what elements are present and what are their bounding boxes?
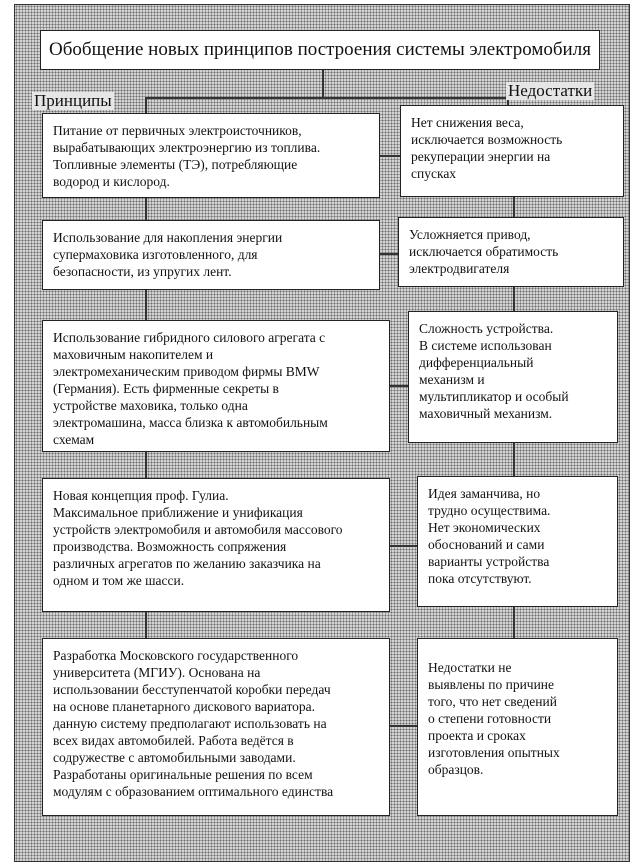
drawback-box-4: Идея заманчива, но трудно осуществима. Нет экономических обоснований и сами варианты устройства пока отсутствуют. [417, 476, 618, 607]
drawback-connector [513, 607, 515, 638]
drawback-connector [513, 197, 515, 217]
diagram-title: Обобщение новых принципов построения системы электромобиля [40, 30, 600, 70]
row-link-5 [390, 725, 417, 727]
row-link-3 [390, 385, 408, 387]
drawbacks-header: Недостатки [508, 81, 593, 100]
drawback-connector [513, 287, 515, 311]
principle-connector [145, 612, 147, 638]
drawback-connector [513, 443, 515, 476]
row-link-2 [380, 253, 398, 255]
principle-connector [145, 452, 147, 478]
row-link-1 [380, 155, 400, 157]
principles-header: Принципы [34, 91, 112, 110]
principle-connector [145, 290, 147, 320]
drawback-box-3: Сложность устройства. В системе использован дифференциальный механизм и мультипликатор и особый маховичный механизм. [408, 311, 618, 443]
principle-connector [145, 198, 147, 220]
principle-box-4: Новая концепция проф. Гулиа. Максимальное приближение и унификация устройств электромобиля и автомобиля массового производства. Возможность сопряжения различных агрегатов по желанию заказчика на одном и том же шасси. [42, 478, 390, 612]
principle-box-5: Разработка Московского государственного университета (МГИУ). Основана на использовании бесступенчатой коробки передач на основе планетарного дискового вариатора. данную систему предполагают использовать на всех видах автомобилей. Работа ведётся в содружестве с автомобильными заводами. Разработаны оригинальные решения по всем модулям с образованием оптимального единства [42, 638, 390, 816]
principle-box-1: Питание от первичных электроисточников, вырабатывающих электроэнергию из топлива. Топливные элементы (ТЭ), потребляющие водород и кислород. [42, 113, 380, 198]
drawback-box-2: Усложняется привод, исключается обратимость электродвигателя [398, 217, 624, 287]
row-link-4 [390, 545, 417, 547]
principle-box-3: Использование гибридного силового агрегата с маховичным накопителем и электромеханическим приводом фирмы BMW (Германия). Есть фирменные секреты в устройстве маховика, только одна электромашина, масса близка к автомобильным схемам [42, 320, 390, 452]
drawback-box-5: Недостатки не выявлены по причине того, что нет сведений о степени готовности проекта и сроках изготовления опытных образцов. [417, 638, 618, 816]
principle-box-2: Использование для накопления энергии супермаховика изготовленного, для безопасности, из упругих лент. [42, 220, 380, 290]
title-connector [322, 70, 324, 98]
drawback-box-1: Нет снижения веса, исключается возможность рекуперации энергии на спусках [400, 105, 624, 197]
branch-line [145, 97, 507, 99]
